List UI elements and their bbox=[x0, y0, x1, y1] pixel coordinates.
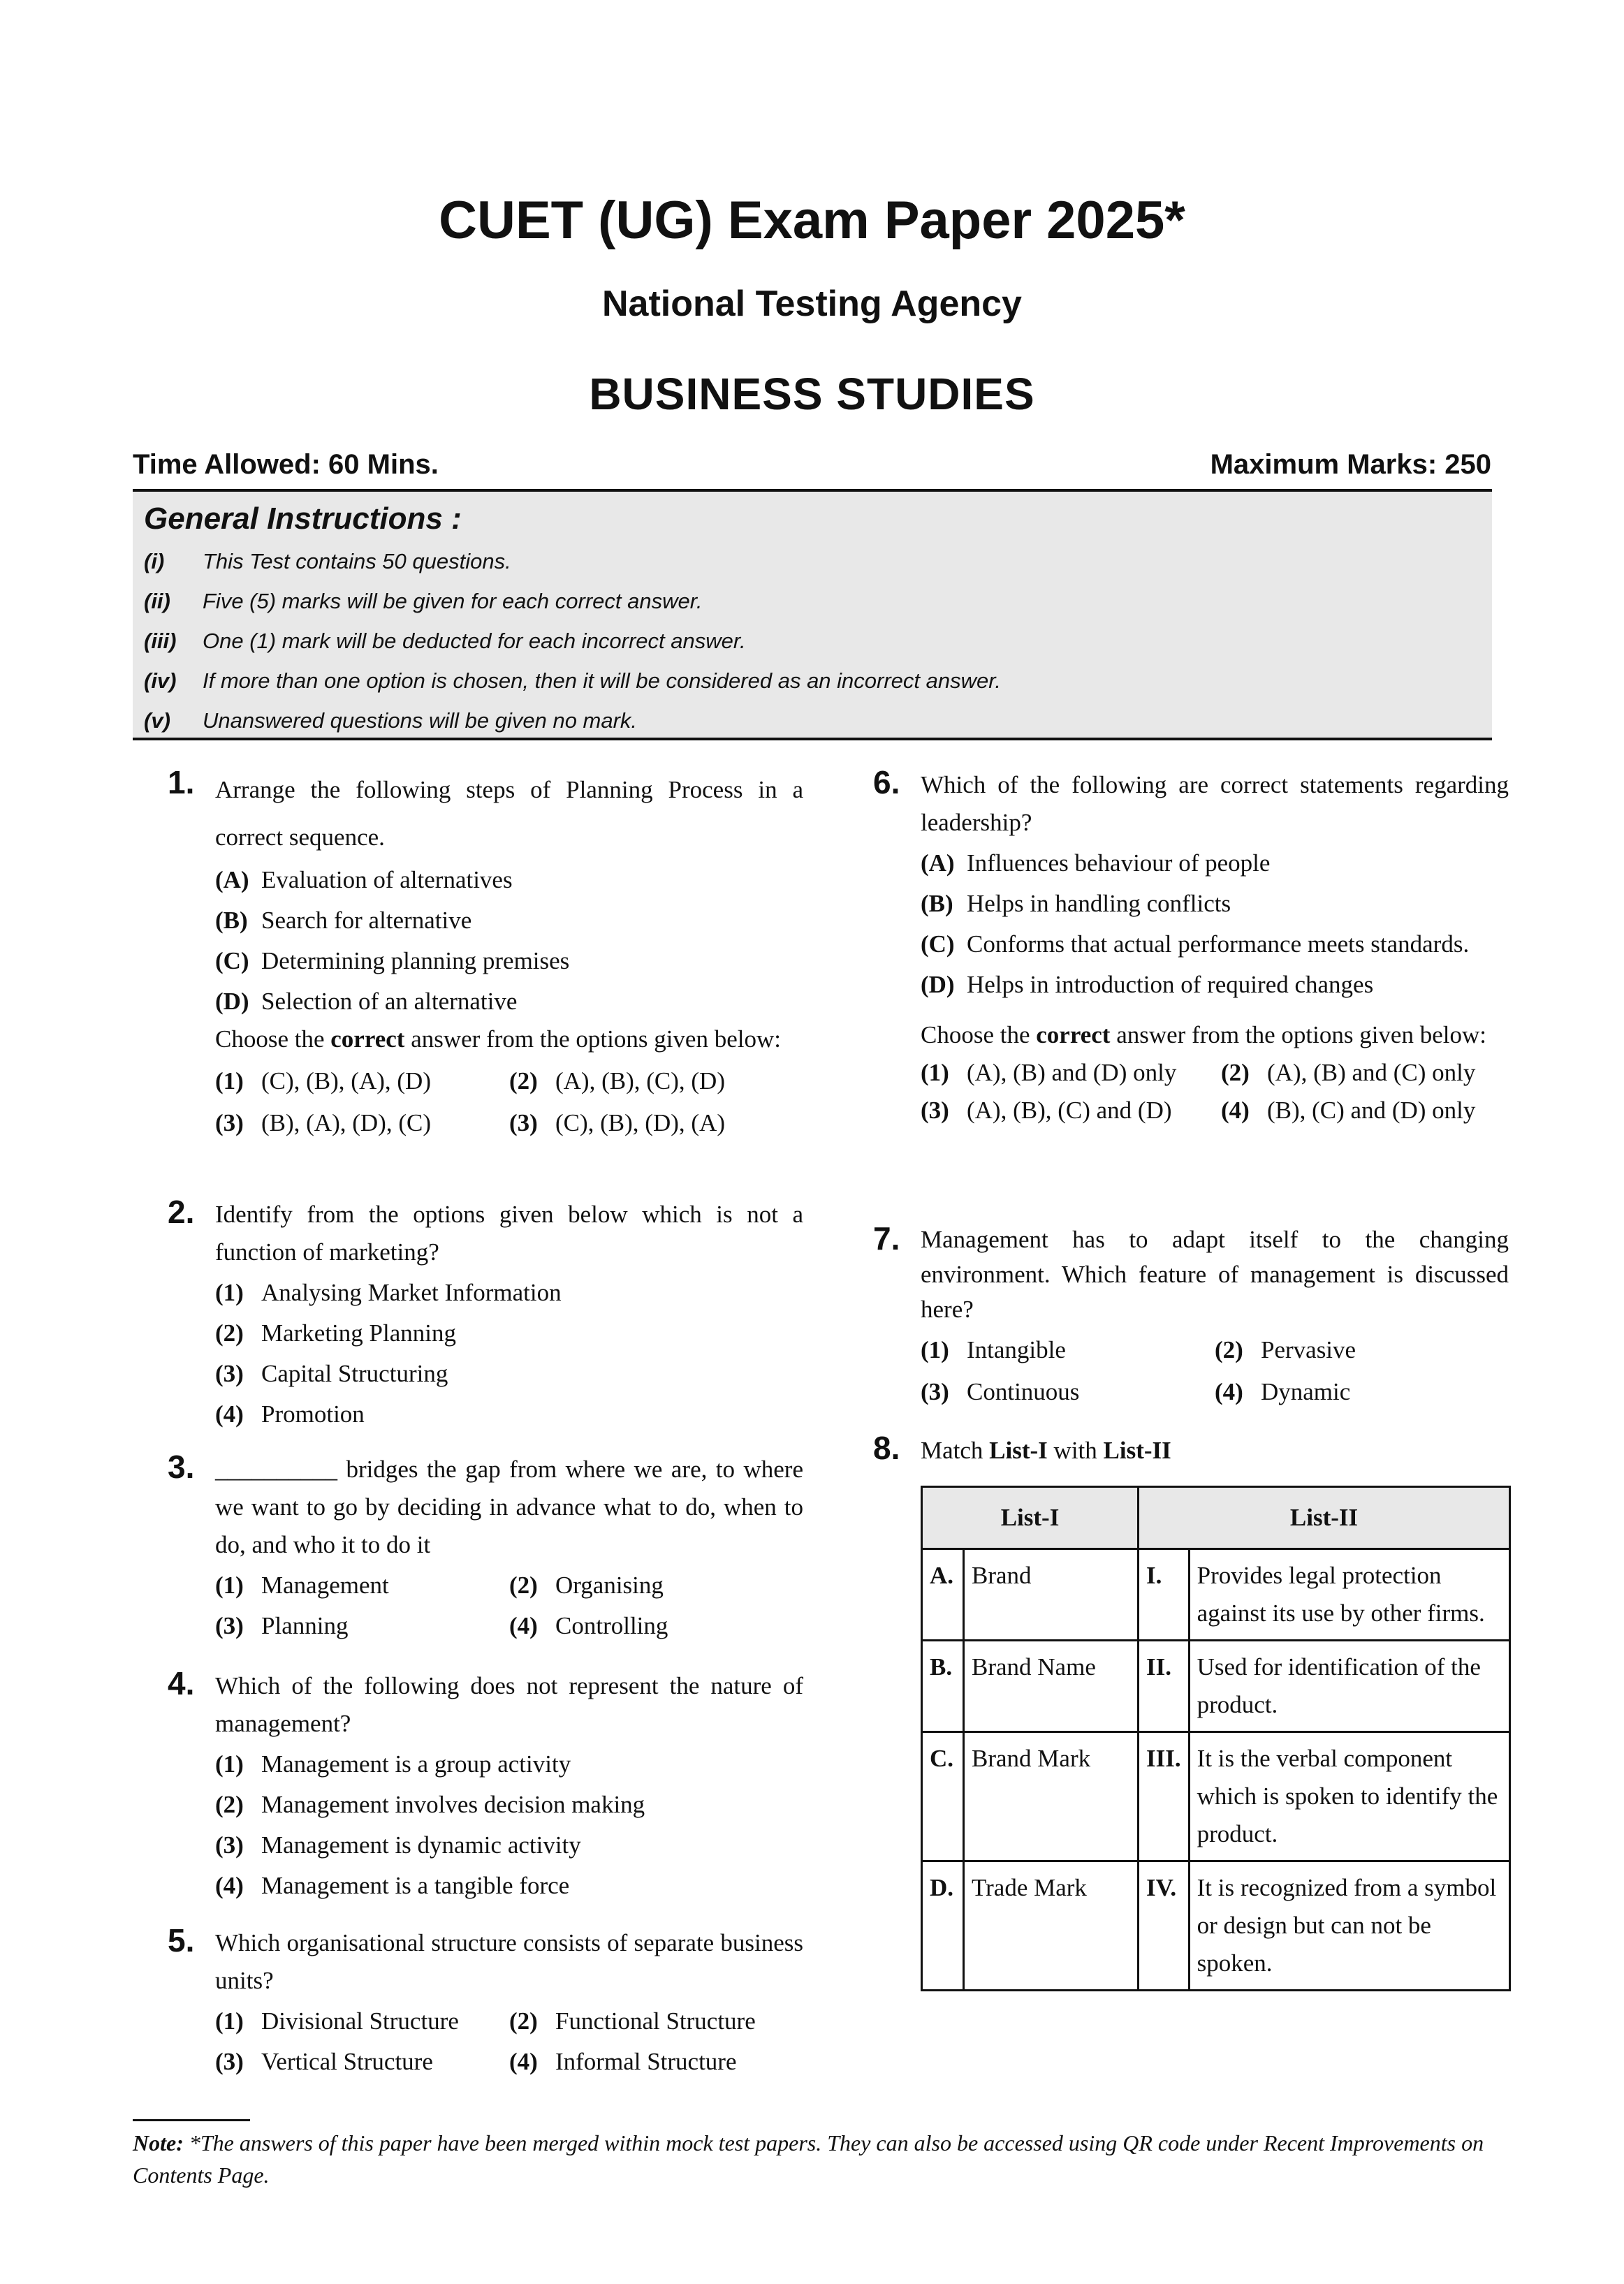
question-6 bbox=[873, 766, 1509, 1129]
choose-instruction: Choose the correct answer from the options given below: bbox=[215, 1025, 781, 1053]
row-match-key: II. bbox=[1139, 1641, 1190, 1732]
row-term: Brand Name bbox=[964, 1641, 1139, 1732]
table-header-list-1: List-I bbox=[922, 1487, 1139, 1549]
instructions-heading: General Instructions : bbox=[144, 502, 462, 536]
question-text: __________ bridges the gap from where we are, to where we want to go by deciding in advance what to do, when to do, and who it to do it bbox=[215, 1456, 803, 1558]
question-number: 2. bbox=[168, 1194, 195, 1230]
list-item: (C) Conforms that actual performance meets standards. bbox=[921, 930, 1470, 958]
question-text: Match List-I with List-II bbox=[921, 1437, 1171, 1464]
row-match-key: I. bbox=[1139, 1549, 1190, 1641]
question-text: Arrange the following steps of Planning Process in a correct sequence. bbox=[215, 776, 803, 851]
answer-option: (1) (A), (B) and (D) only bbox=[921, 1059, 1177, 1086]
question-number: 8. bbox=[873, 1430, 900, 1466]
answer-option: (3) (A), (B), (C) and (D) bbox=[921, 1097, 1172, 1124]
list-item: (A) Influences behaviour of people bbox=[921, 849, 1271, 877]
question-4 bbox=[168, 1667, 803, 1905]
list-item: (B) Search for alternative bbox=[215, 907, 472, 934]
answer-option: (2) (A), (B) and (C) only bbox=[1221, 1059, 1476, 1086]
answer-option: (2) Pervasive bbox=[1215, 1336, 1356, 1363]
answer-option: (4) Informal Structure bbox=[509, 2048, 737, 2075]
question-number: 6. bbox=[873, 764, 900, 800]
row-description: Provides legal protection against its use by other firms. bbox=[1189, 1549, 1509, 1641]
question-3 bbox=[168, 1451, 803, 1645]
question-5 bbox=[168, 1924, 803, 2081]
question-number: 5. bbox=[168, 1922, 195, 1959]
answer-option: (1) Divisional Structure bbox=[215, 2007, 459, 2035]
answer-option: (1) (C), (B), (A), (D) bbox=[215, 1067, 431, 1095]
time-allowed: Time Allowed: 60 Mins. bbox=[133, 449, 439, 480]
page-title: CUET (UG) Exam Paper 2025* bbox=[439, 191, 1185, 250]
row-term: Trade Mark bbox=[964, 1861, 1139, 1991]
instruction-item: (iii) One (1) mark will be deducted for each incorrect answer. bbox=[144, 629, 746, 653]
answer-option: (2) Marketing Planning bbox=[215, 1319, 456, 1347]
footnote: Note: *The answers of this paper have been merged within mock test papers. They can also be accessed using QR code under Recent Improvements on Contents Page. bbox=[133, 2130, 1484, 2188]
footnote-divider bbox=[133, 2119, 250, 2121]
answer-option: (3) Planning bbox=[215, 1612, 349, 1639]
question-text: Which organisational structure consists of separate business units? bbox=[215, 1929, 803, 1994]
question-8 bbox=[873, 1432, 1509, 1470]
row-description: It is the verbal component which is spoken to identify the product. bbox=[1189, 1732, 1509, 1861]
table-header-list-2: List-II bbox=[1139, 1487, 1510, 1549]
row-term: Brand Mark bbox=[964, 1732, 1139, 1861]
answer-option: (1) Intangible bbox=[921, 1336, 1066, 1363]
answer-option: (3) (B), (A), (D), (C) bbox=[215, 1109, 431, 1136]
subject-heading: BUSINESS STUDIES bbox=[589, 369, 1035, 419]
question-2 bbox=[168, 1196, 803, 1433]
question-text: Management has to adapt itself to the changing environment. Which feature of management is discussed here? bbox=[921, 1226, 1509, 1323]
instruction-item: (ii) Five (5) marks will be given for each correct answer. bbox=[144, 589, 703, 613]
answer-options bbox=[215, 2003, 803, 2081]
answer-option: (4) Promotion bbox=[215, 1400, 365, 1428]
answer-option: (3) Continuous bbox=[921, 1378, 1080, 1405]
question-1 bbox=[168, 766, 803, 1142]
answer-option: (2) Management involves decision making bbox=[215, 1791, 645, 1818]
question-number: 1. bbox=[168, 764, 195, 800]
instruction-item: (iv) If more than one option is chosen, then it will be considered as an incorrect answer. bbox=[144, 668, 1002, 693]
list-item: (D) Selection of an alternative bbox=[215, 988, 518, 1015]
instruction-item: (i) This Test contains 50 questions. bbox=[144, 549, 511, 573]
maximum-marks: Maximum Marks: 250 bbox=[1210, 449, 1491, 480]
list-item: (C) Determining planning premises bbox=[215, 947, 570, 974]
question-text: Which of the following does not represent the nature of management? bbox=[215, 1672, 803, 1737]
match-table bbox=[921, 1486, 1511, 1991]
general-instructions-box bbox=[133, 489, 1492, 740]
answer-option: (2) Functional Structure bbox=[509, 2007, 756, 2035]
answer-option: (4) Management is a tangible force bbox=[215, 1872, 570, 1899]
answer-option: (1) Management is a group activity bbox=[215, 1750, 571, 1778]
question-number: 4. bbox=[168, 1665, 195, 1701]
choose-instruction: Choose the correct answer from the options given below: bbox=[921, 1021, 1486, 1048]
table-row bbox=[922, 1861, 1510, 1991]
answer-option: (3) Capital Structuring bbox=[215, 1360, 448, 1387]
question-text: Identify from the options given below which is not a function of marketing? bbox=[215, 1201, 803, 1266]
row-key: A. bbox=[922, 1549, 964, 1641]
answer-option: (2) Organising bbox=[509, 1572, 664, 1599]
table-row bbox=[922, 1641, 1510, 1732]
list-item: (D) Helps in introduction of required changes bbox=[921, 971, 1374, 998]
table-row bbox=[922, 1549, 1510, 1641]
row-key: B. bbox=[922, 1641, 964, 1732]
row-key: C. bbox=[922, 1732, 964, 1861]
row-description: Used for identification of the product. bbox=[1189, 1641, 1509, 1732]
row-match-key: III. bbox=[1139, 1732, 1190, 1861]
answer-option: (4) (B), (C) and (D) only bbox=[1221, 1097, 1476, 1124]
answer-options bbox=[215, 1062, 803, 1142]
answer-option: (1) Management bbox=[215, 1572, 389, 1599]
list-item: (A) Evaluation of alternatives bbox=[215, 866, 513, 893]
question-number: 7. bbox=[873, 1220, 900, 1257]
row-match-key: IV. bbox=[1139, 1861, 1190, 1991]
row-description: It is recognized from a symbol or design but can not be spoken. bbox=[1189, 1861, 1509, 1991]
answer-option: (3) Vertical Structure bbox=[215, 2048, 433, 2075]
answer-options bbox=[921, 1054, 1509, 1129]
answer-option: (2) (A), (B), (C), (D) bbox=[509, 1067, 725, 1095]
question-text: Which of the following are correct statements regarding leadership? bbox=[921, 771, 1509, 836]
answer-options bbox=[921, 1331, 1509, 1411]
table-header-row bbox=[922, 1487, 1510, 1549]
answer-option: (3) (C), (B), (D), (A) bbox=[509, 1109, 725, 1136]
answer-option: (3) Management is dynamic activity bbox=[215, 1831, 581, 1859]
row-key: D. bbox=[922, 1861, 964, 1991]
page-subtitle: National Testing Agency bbox=[602, 284, 1022, 324]
question-number: 3. bbox=[168, 1449, 195, 1485]
answer-option: (1) Analysing Market Information bbox=[215, 1279, 562, 1306]
row-term: Brand bbox=[964, 1549, 1139, 1641]
answer-option: (4) Controlling bbox=[509, 1612, 668, 1639]
table-row bbox=[922, 1732, 1510, 1861]
answer-options bbox=[215, 1567, 803, 1645]
question-7 bbox=[873, 1222, 1509, 1411]
instruction-item: (v) Unanswered questions will be given no mark. bbox=[144, 708, 638, 733]
answer-option: (4) Dynamic bbox=[1215, 1378, 1351, 1405]
list-item: (B) Helps in handling conflicts bbox=[921, 890, 1231, 917]
